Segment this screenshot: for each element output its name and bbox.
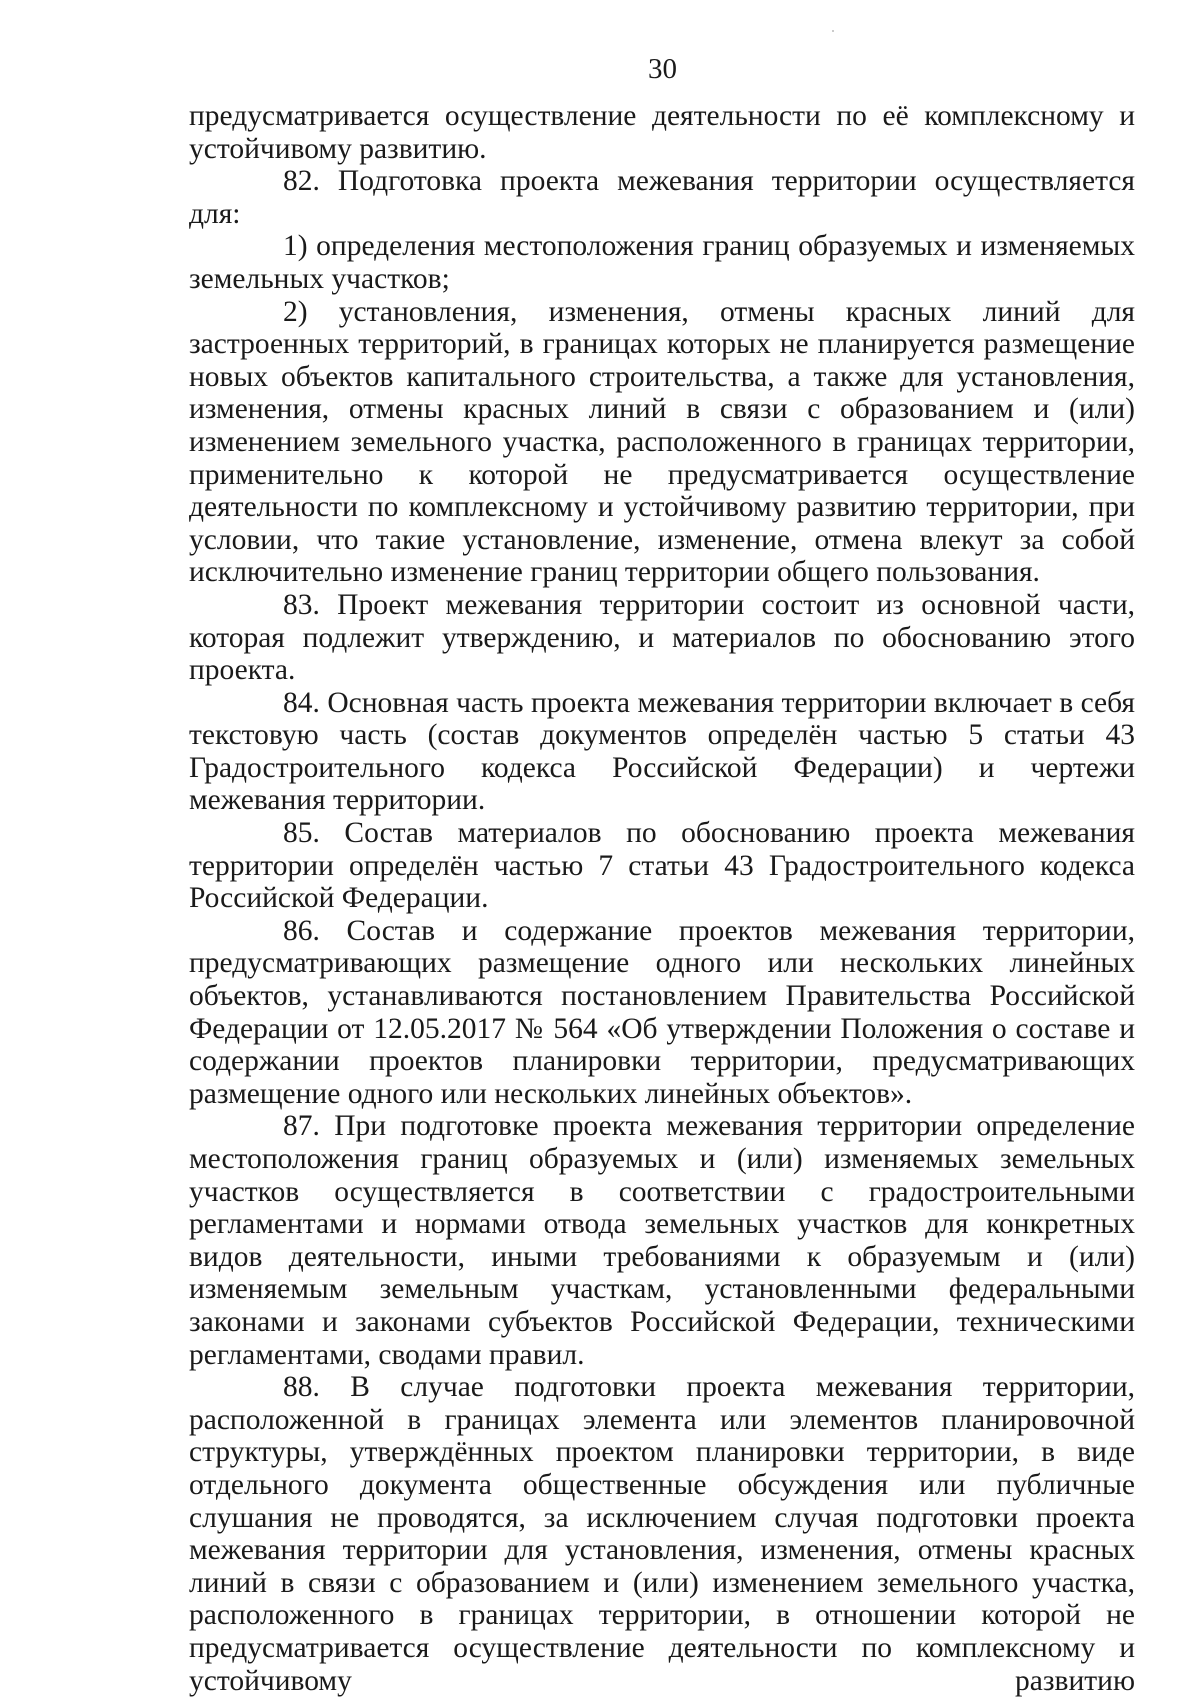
paragraph-87: 87. При подготовке проекта межевания территории определение местоположения границ образуемых и (или) изменяемых земельных участков осуществляется в соответствии с градостроительными регламентами и нормами отвода земельных участков для конкретных видов деятельности, иными требованиями к образуемым и (или) изменяемым земельным участкам, установленными федеральными законами и законами субъектов Российской Федерации, техническими регламентами, сводами правил. <box>189 1110 1135 1371</box>
paragraph-86: 86. Состав и содержание проектов межевания территории, предусматривающих размещение одного или нескольких линейных объектов, устанавливаются постановлением Правительства Российской Федерации от 12.05.2017 № 564 «Об утверждении Положения о составе и содержании проектов планировки территории, предусматривающих размещение одного или нескольких линейных объектов». <box>189 914 1135 1110</box>
scan-speck <box>832 30 834 32</box>
paragraph-84: 84. Основная часть проекта межевания территории включает в себя текстовую часть (состав документов определён частью 5 статьи 43 Градостроительного кодекса Российской Федерации) и чертежи межевания территории. <box>189 686 1135 817</box>
paragraph-83: 83. Проект межевания территории состоит из основной части, которая подлежит утверждению, и материалов по обоснованию этого проекта. <box>189 588 1135 687</box>
page-number: 30 <box>648 53 677 85</box>
paragraph-continuation: предусматривается осуществление деятельности по её комплексному и устойчивому развитию. <box>189 100 1135 165</box>
paragraph-85: 85. Состав материалов по обоснованию проекта межевания территории определён частью 7 статьи 43 Градостроительного кодекса Российской Федерации. <box>189 817 1135 915</box>
paragraph-82: 82. Подготовка проекта межевания территории осуществляется для: <box>189 165 1135 230</box>
paragraph-88: 88. В случае подготовки проекта межевания территории, расположенной в границах элемента или элементов планировочной структуры, утверждённых проектом планировки территории, в виде отдельного документа общественные обсуждения или публичные слушания не проводятся, за исключением случая подготовки проекта межевания территории для установления, изменения, отмены красных линий в связи с образованием и (или) изменением земельного участка, расположенного в границах территории, в отношении которой не предусматривается осуществление деятельности по комплексному и устойчивому развитию <box>189 1371 1135 1697</box>
paragraph-82-item-2: 2) установления, изменения, отмены красных линий для застроенных территорий, в границах которых не планируется размещение новых объектов капитального строительства, а также для установления, изменения, отмены красных линий в связи с образованием и (или) изменением земельного участка, расположенного в границах территории, применительно к которой не предусматривается осуществление деятельности по комплексному и устойчивому развитию территории, при условии, что такие установление, изменение, отмена влекут за собой исключительно изменение границ территории общего пользования. <box>189 295 1135 589</box>
document-body <box>189 100 1135 1697</box>
paragraph-82-item-1: 1) определения местоположения границ образуемых и изменяемых земельных участков; <box>189 230 1135 295</box>
